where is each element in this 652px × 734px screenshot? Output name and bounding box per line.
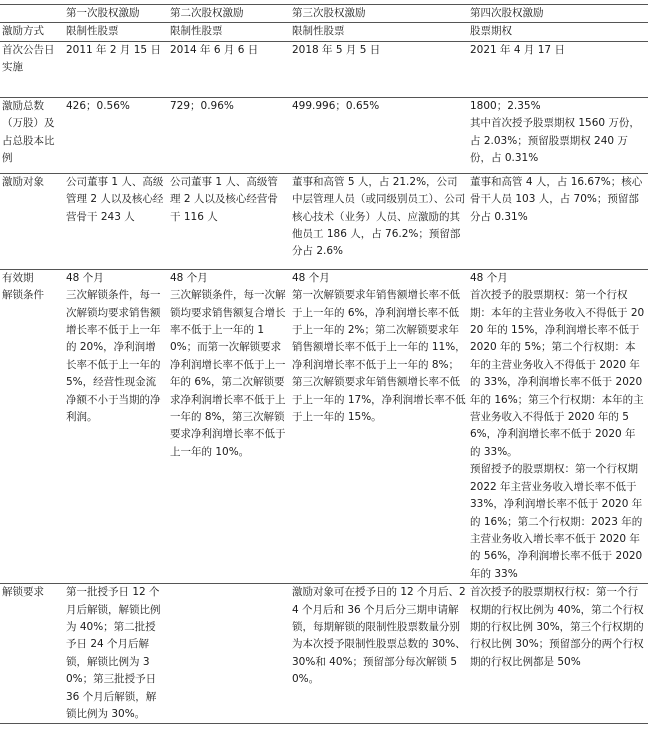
table-cell: 426；0.56% <box>64 97 168 173</box>
table-cell: 499.996；0.65% <box>290 97 468 173</box>
header-first-incentive: 第一次股权激励 <box>64 5 168 23</box>
row-label: 有效期 <box>0 269 64 287</box>
row-label: 激励方式 <box>0 23 64 41</box>
table-header-row <box>0 5 648 23</box>
table-cell: 首次授予的股票期权行权：第一个行权期的行权比例为 40%，第二个行权期的行权比例 30%，第三个行权期的行权比例 30%；预留部分的两个行权期的行权比例都是 50% <box>468 584 648 724</box>
header-third-incentive: 第三次股权激励 <box>290 5 468 23</box>
row-label: 解锁要求 <box>0 584 64 724</box>
header-corner-cell <box>0 5 64 23</box>
table-cell: 729；0.96% <box>168 97 290 173</box>
table-cell: 48 个月 <box>168 269 290 287</box>
table-cell: 限制性股票 <box>64 23 168 41</box>
table-cell: 限制性股票 <box>290 23 468 41</box>
row-incentive-total <box>0 97 648 173</box>
row-label: 首次公告日实施 <box>0 41 64 97</box>
table-cell: 公司董事 1 人、高级管理 2 人以及核心经营骨干 116 人 <box>168 173 290 269</box>
row-validity-period <box>0 269 648 287</box>
equity-incentive-table <box>0 4 648 724</box>
table-cell: 2011 年 2 月 15 日 <box>64 41 168 97</box>
table-cell: 三次解锁条件，每一次解锁均要求销售额复合增长率不低于上一年的 10%；而第一次解锁要求净利润增长率不低于上一年的 6%，第二次解锁要求净利润增长率不低于上一年的 8%，第三次解锁要求净利润增长率不低于上一年的 10%。 <box>170 289 286 458</box>
row-unlock-conditions <box>0 287 648 583</box>
row-label: 激励总数（万股）及占总股本比例 <box>0 97 64 173</box>
table-cell: 股票期权 <box>468 23 648 41</box>
header-fourth-incentive: 第四次股权激励 <box>468 5 648 23</box>
table-cell: 董事和高管 5 人，占 21.2%，公司中层管理人员（或同级别员工）、公司核心技术（业务）人员、应激励的其他员工 186 人，占 76.2%；预留部分占 2.6% <box>290 173 468 269</box>
row-announcement-date <box>0 41 648 97</box>
table-cell <box>168 584 290 724</box>
row-label: 解锁条件 <box>2 289 44 302</box>
row-label: 激励对象 <box>0 173 64 269</box>
table-cell: 2021 年 4 月 17 日 <box>468 41 648 97</box>
table-cell: 三次解锁条件，每一次解锁均要求销售额增长率不低于上一年的 20%，净利润增长率不低于上一年的 5%，经营性现金流净额不小于当期的净利润。 <box>66 289 161 424</box>
table-cell: 第一次解锁要求年销售额增长率不低于上一年的 6%，净利润增长率不低于上一年的 2%；第二次解锁要求年销售额增长率不低于上一年的 11%，净利润增长率不低于上一年的 8%；第三次解锁要求年销售额增长率不低于上一年的 17%，净利润增长率不低于上一年的 15%。 <box>292 289 466 424</box>
table-cell: 48 个月 <box>290 269 468 287</box>
table-cell: 董事和高管 4 人，占 16.67%；核心骨干人员 103 人，占 70%；预留部分占 0.31% <box>468 173 648 269</box>
table-cell: 48 个月 <box>64 269 168 287</box>
table-cell: 1800；2.35% 其中首次授予股票期权 1560 万份，占 2.03%；预留股票期权 240 万份，占 0.31% <box>468 97 648 173</box>
row-unlock-requirements <box>0 584 648 724</box>
table-cell: 公司董事 1 人、高级管理 2 人以及核心经营骨干 243 人 <box>64 173 168 269</box>
table-cell: 首次授予的股票期权：第一个行权期：本年的主营业务收入不得低于 2020 年的 15%，净利润增长率不低于 2020 年的 5%；第二个行权期：本年的主营业务收入不得低于 2020 年的 33%，净利润增长率不低于 2020 年的 16%；第三个行权期：本年的主营业务收入不得低于 2020 年的 56%，净利润增长率不低于 2020 年的 33%。 预留授予的股票期权：第一个行权期 2022 年主营业务收入增长率不低于 33%，净利润增长率不低于 2020 年的 16%；第二个行权期：2023 年的主营业务收入增长率不低于 2020 年的 56%，净利润增长率不低于 2020 年的 33% <box>470 289 645 580</box>
header-second-incentive: 第二次股权激励 <box>168 5 290 23</box>
table-cell: 48 个月 <box>468 269 648 287</box>
row-incentive-method <box>0 23 648 41</box>
table-cell: 2014 年 6 月 6 日 <box>168 41 290 97</box>
table-cell: 第一批授予日 12 个月后解锁，解锁比例为 40%；第二批授予日 24 个月后解锁，解锁比例为 30%；第三批授予日 36 个月后解锁，解锁比例为 30%。 <box>64 584 168 724</box>
table-cell: 激励对象可在授予日的 12 个月后、24 个月后和 36 个月后分三期申请解锁，每期解锁的限制性股票数量分别为本次授予限制性股票总数的 30%、30%和 40%；预留部分每次解锁 50%。 <box>290 584 468 724</box>
table-cell: 2018 年 5 月 5 日 <box>290 41 468 97</box>
row-incentive-targets <box>0 173 648 269</box>
table-cell: 限制性股票 <box>168 23 290 41</box>
